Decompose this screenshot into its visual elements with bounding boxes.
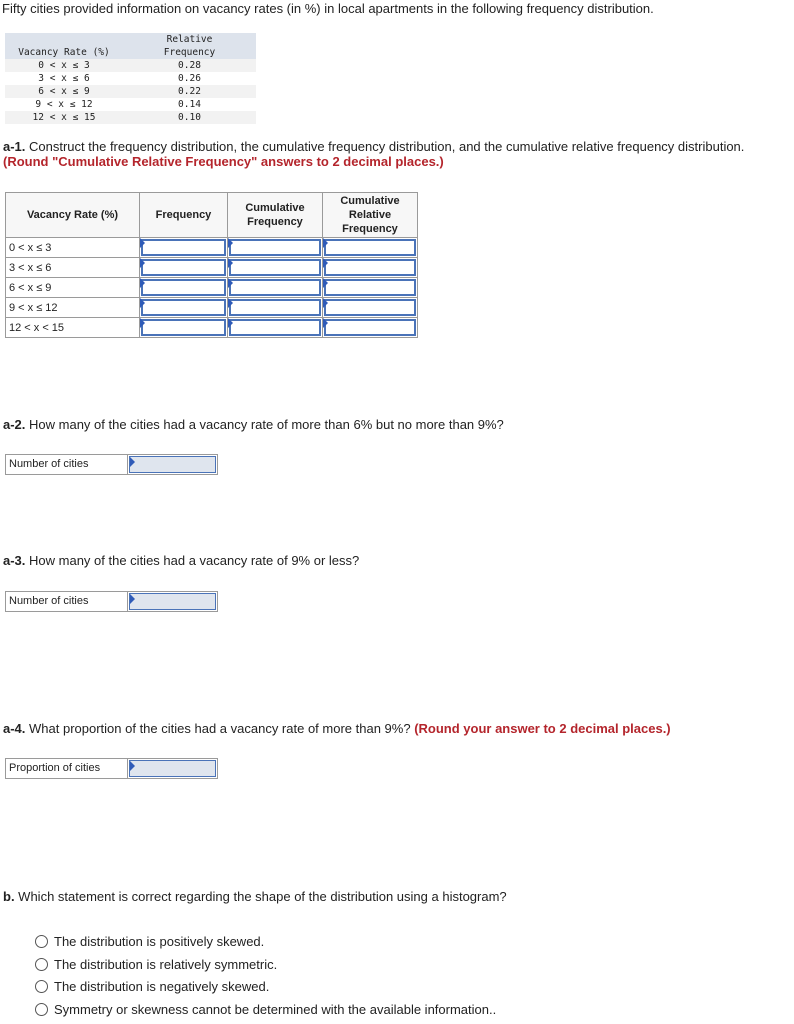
table-row <box>6 318 418 338</box>
a3-field-label: Number of cities <box>6 592 128 611</box>
frequency-input[interactable] <box>140 238 228 258</box>
question-a2: a-2. How many of the cities had a vacancy rate of more than 6% but no more than 9%? <box>3 417 504 432</box>
row-label: 12 < x < 15 <box>6 318 140 338</box>
cumulative-frequency-input[interactable] <box>228 238 323 258</box>
cumulative-relative-frequency-input[interactable] <box>323 278 418 298</box>
table-row <box>6 278 418 298</box>
question-b: b. Which statement is correct regarding the shape of the distribution using a histogram? <box>3 889 507 904</box>
header-vacancy-rate: Vacancy Rate (%) <box>6 193 140 238</box>
cumulative-relative-frequency-input[interactable] <box>323 318 418 338</box>
a3-answer-row <box>5 591 218 612</box>
row-label: 6 < x ≤ 9 <box>6 278 140 298</box>
header-cumulative-frequency: Cumulative Frequency <box>228 193 323 238</box>
a2-number-input[interactable] <box>129 456 216 473</box>
given-frequency-table <box>5 33 256 124</box>
given-row: 3 < x ≤ 6 0.26 <box>5 72 256 85</box>
table-row <box>6 298 418 318</box>
question-a4: a-4. What proportion of the cities had a vacancy rate of more than 9%? (Round your answer to 2 decimal places.) <box>3 721 671 736</box>
a2-field-label: Number of cities <box>6 455 128 474</box>
cumulative-relative-frequency-input[interactable] <box>323 258 418 278</box>
question-a3: a-3. How many of the cities had a vacancy rate of 9% or less? <box>3 553 360 568</box>
option-negatively-skewed[interactable]: The distribution is negatively skewed. <box>35 979 269 994</box>
row-label: 9 < x ≤ 12 <box>6 298 140 318</box>
frequency-input[interactable] <box>140 318 228 338</box>
table-row <box>6 258 418 278</box>
question-a1: a-1. Construct the frequency distribution, the cumulative frequency distribution, and the cumulative relative frequency distribution. (Round "Cumulative Relative Frequency" answers to 2 decimal places.) <box>3 139 745 169</box>
intro-text: Fifty cities provided information on vacancy rates (in %) in local apartments in the following frequency distribution. <box>2 1 654 16</box>
table-row <box>6 238 418 258</box>
given-header-rate: Vacancy Rate (%) <box>18 47 110 58</box>
cumulative-relative-frequency-input[interactable] <box>323 298 418 318</box>
header-cumulative-relative-frequency: Cumulative Relative Frequency <box>323 193 418 238</box>
given-row: 0 < x ≤ 3 0.28 <box>5 59 256 72</box>
a3-number-input[interactable] <box>129 593 216 610</box>
a4-field-label: Proportion of cities <box>6 759 128 778</box>
option-cannot-determine[interactable]: Symmetry or skewness cannot be determined with the available information.. <box>35 1002 496 1017</box>
option-positively-skewed[interactable]: The distribution is positively skewed. <box>35 934 264 949</box>
a2-answer-row <box>5 454 218 475</box>
cumulative-frequency-input[interactable] <box>228 278 323 298</box>
cumulative-frequency-input[interactable] <box>228 258 323 278</box>
a4-answer-row <box>5 758 218 779</box>
cumulative-frequency-input[interactable] <box>228 318 323 338</box>
given-row: 9 < x ≤ 12 0.14 <box>5 98 256 111</box>
row-label: 3 < x ≤ 6 <box>6 258 140 278</box>
given-header-rel: Relative Frequency <box>163 34 216 58</box>
answer-table <box>5 192 418 338</box>
radio-icon[interactable] <box>35 958 48 971</box>
header-frequency: Frequency <box>140 193 228 238</box>
cumulative-relative-frequency-input[interactable] <box>323 238 418 258</box>
a4-proportion-input[interactable] <box>129 760 216 777</box>
frequency-input[interactable] <box>140 278 228 298</box>
row-label: 0 < x ≤ 3 <box>6 238 140 258</box>
cumulative-frequency-input[interactable] <box>228 298 323 318</box>
radio-icon[interactable] <box>35 1003 48 1016</box>
option-relatively-symmetric[interactable]: The distribution is relatively symmetric. <box>35 957 277 972</box>
frequency-input[interactable] <box>140 298 228 318</box>
given-row: 6 < x ≤ 9 0.22 <box>5 85 256 98</box>
radio-icon[interactable] <box>35 935 48 948</box>
radio-icon[interactable] <box>35 980 48 993</box>
frequency-input[interactable] <box>140 258 228 278</box>
given-row: 12 < x ≤ 15 0.10 <box>5 111 256 124</box>
